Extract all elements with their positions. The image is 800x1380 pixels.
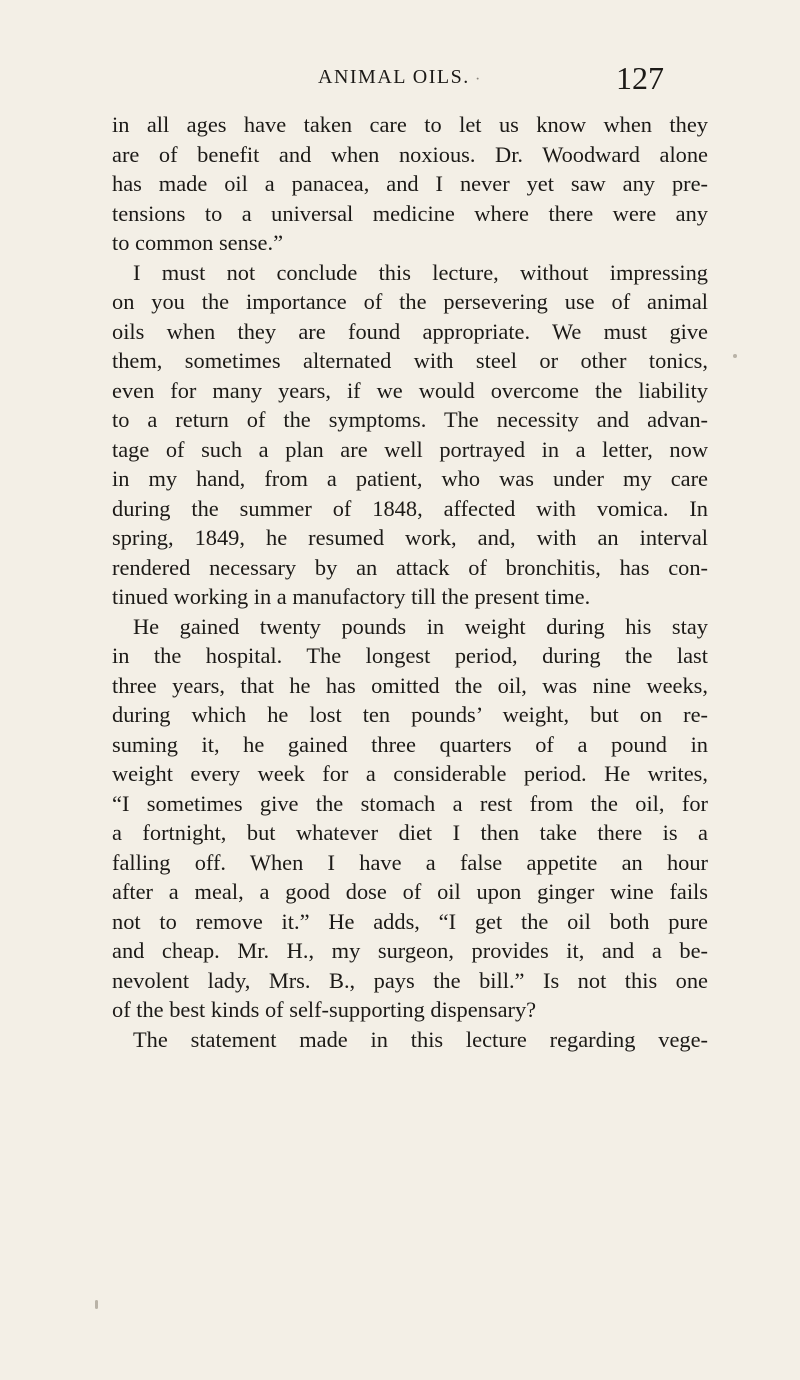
text-line: even for many years, if we would overcome the liability bbox=[112, 377, 708, 403]
text-line: in all ages have taken care to let us know when they bbox=[112, 112, 708, 137]
text-line: to common sense.” bbox=[112, 230, 284, 255]
text-line: tage of such a plan are well portrayed in a letter, now bbox=[112, 436, 708, 462]
text-line: nevolent lady, Mrs. B., pays the bill.” Is not this one bbox=[112, 967, 708, 993]
text-line: of the best kinds of self-supporting dispensary? bbox=[112, 997, 537, 1022]
running-head bbox=[0, 60, 800, 106]
paper-speck bbox=[733, 354, 737, 358]
text-line: spring, 1849, he resumed work, and, with an interval bbox=[112, 525, 708, 550]
text-line: suming it, he gained three quarters of a pound in bbox=[112, 731, 708, 757]
text-line: and cheap. Mr. H., my surgeon, provides it, and a be- bbox=[112, 938, 708, 963]
running-head-title: ANIMAL OILS. bbox=[318, 66, 470, 88]
text-line: not to remove it.” He adds, “I get the oil both pure bbox=[112, 908, 708, 934]
body-text bbox=[112, 110, 708, 1054]
text-line: a fortnight, but whatever diet I then take there is a bbox=[112, 820, 708, 845]
text-line: has made oil a panacea, and I never yet saw any pre- bbox=[112, 171, 708, 196]
text-line: during which he lost ten pounds’ weight, but on re- bbox=[112, 702, 708, 727]
page-number: 127 bbox=[616, 60, 664, 96]
text-line: three years, that he has omitted the oil, was nine weeks, bbox=[112, 672, 708, 698]
text-line: tensions to a universal medicine where there were any bbox=[112, 200, 708, 226]
paper-speck bbox=[95, 1300, 98, 1309]
text-line: oils when they are found appropriate. We must give bbox=[112, 318, 708, 344]
text-line: rendered necessary by an attack of bronchitis, has con- bbox=[112, 554, 708, 580]
text-line: falling off. When I have a false appetite an hour bbox=[112, 849, 708, 875]
text-line: in the hospital. The longest period, during the last bbox=[112, 643, 708, 668]
text-line: after a meal, a good dose of oil upon ginger wine fails bbox=[112, 879, 708, 904]
paragraph-start-line: He gained twenty pounds in weight during his stay bbox=[133, 613, 708, 639]
running-head-separator: · bbox=[475, 71, 481, 88]
text-line: tinued working in a manufactory till the present time. bbox=[112, 584, 591, 609]
text-line: during the summer of 1848, affected with vomica. In bbox=[112, 495, 708, 521]
paragraph-start-line: I must not conclude this lecture, without impressing bbox=[133, 259, 708, 285]
paragraph-start-line: The statement made in this lecture regarding vege- bbox=[133, 1026, 708, 1052]
text-line: to a return of the symptoms. The necessity and advan- bbox=[112, 407, 708, 432]
text-line: weight every week for a considerable period. He writes, bbox=[112, 761, 708, 786]
text-line: in my hand, from a patient, who was under my care bbox=[112, 466, 708, 491]
text-line: on you the importance of the persevering use of animal bbox=[112, 289, 708, 314]
text-line: “I sometimes give the stomach a rest from the oil, for bbox=[112, 790, 708, 816]
text-line: them, sometimes alternated with steel or other tonics, bbox=[112, 348, 708, 373]
text-line: are of benefit and when noxious. Dr. Woodward alone bbox=[112, 141, 708, 167]
